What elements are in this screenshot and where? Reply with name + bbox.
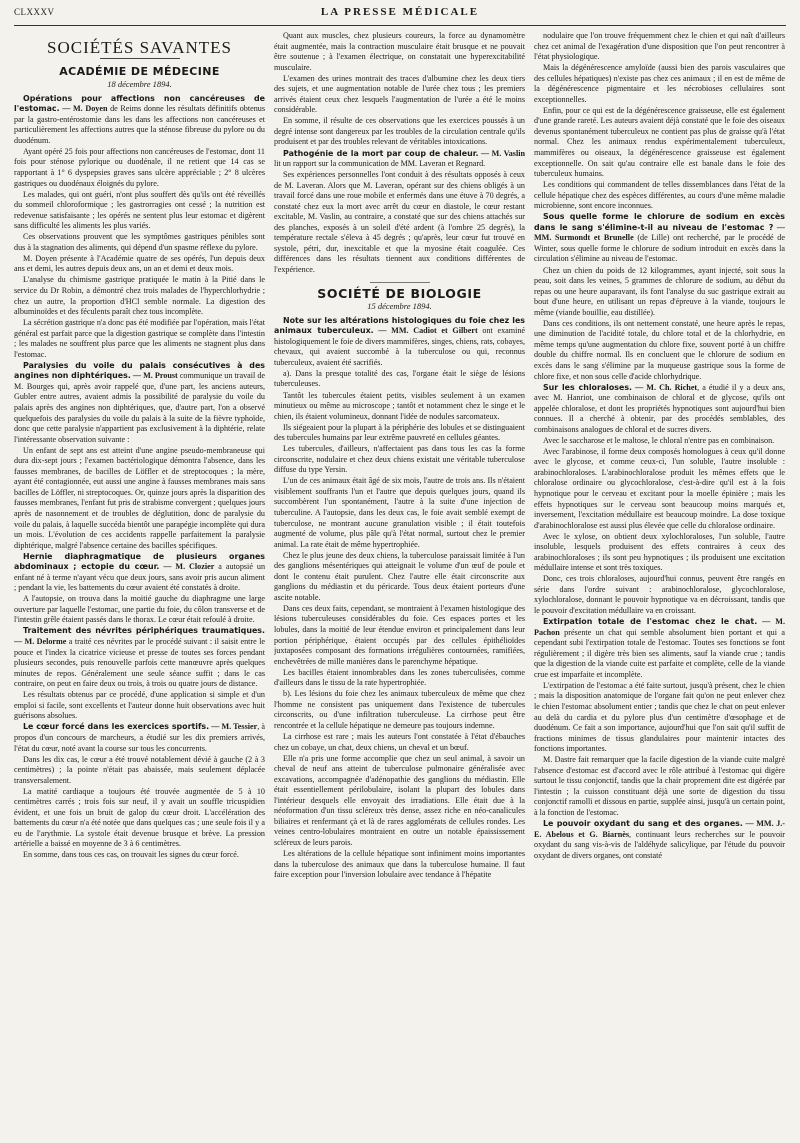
article-vaslin (274, 149, 525, 170)
article-heading: Le pouvoir oxydant du sang et des organes. (543, 818, 743, 828)
article-surmondt-brunelle (534, 212, 785, 265)
column-3 (534, 31, 785, 1141)
article-text: a traité ces névrites par le procédé suivant : il saisit entre le pouce et l'index la cicatrice vicieuse et presse de toutes ses forces pendant plusieurs secondes, puis renouvelle parfois cette manœuvre après quelques minutes de repos. Généralement une seule séance suffit ; dans le cas contraire, on peut en faire deux ou trois, à trois ou quatre jours de distance. (14, 637, 265, 689)
section-title: SOCIÉTÉS SAVANTES (47, 38, 232, 57)
paragraph: En somme, il résulte de ces observations que les exercices poussés à un degré intense sont dangereux par les troubles de la circulation centrale qu'ils produisent et par des troubles relevant de véritables intoxications. (274, 116, 525, 147)
article-delorme (14, 626, 265, 689)
column-1 (14, 31, 265, 1141)
paragraph: b). Les lésions du foie chez les animaux tuberculeux de même que chez l'homme ne consistent pas uniquement dans l'existence de tubercules circonscrits, ou d'une infiltration tuberculeuse. La cirrhose peut être rencontrée et la cellule hépatique ne demeure pas toujours indemne. (274, 689, 525, 730)
separator (370, 282, 430, 283)
article-doyen (14, 94, 265, 147)
paragraph: Avec le xylose, on obtient deux xylochloraloses, l'un soluble, l'autre insoluble, lesquels produisent des effets contraires à ceux des arabinochloraloses ; ils sont peu hypnotiques ; ils produisent une excitation médullaire intense et sont très toxiques. (534, 531, 785, 573)
article-heading: Le cœur forcé dans les exercices sportifs. (23, 722, 210, 732)
page-header (14, 6, 786, 26)
article-text: lit un rapport sur la communication de MM. Laveran et Regnard. (274, 159, 486, 169)
article-author: — M. Proust (130, 371, 178, 381)
paragraph: La cirrhose est rare ; mais les auteurs l'ont constatée à l'état d'ébauches chez un cobaye, un chat, deux chiens, un cheval et un bœuf. (274, 732, 525, 752)
paragraph: nodulaire que l'on trouve fréquemment chez le chien et qui naît d'ailleurs chez cet animal de l'exagération d'une disposition que l'on peut rencontrer à l'état physiologique. (534, 31, 785, 62)
paragraph: Tantôt les tubercules étaient petits, visibles seulement à un examen minutieux ou même au microscope ; tantôt et notamment chez le singe et le chien, ils étaient volumineux, donnant l'idée de nodules sarcomateux. (274, 390, 525, 421)
article-author: — MM. Surmondt et Brunelle (534, 222, 785, 243)
article-author: — MM. J.-E. Abelous et G. Biarnès (534, 818, 785, 839)
article-heading: Traitement des névrites périphériques traumatiques. (23, 626, 265, 636)
paragraph: Avec le saccharose et le maltose, le chloral n'entre pas en combinaison. (543, 435, 775, 445)
paragraph: L'examen des urines montrait des traces d'albumine chez les deux tiers des sujets, et une augmentation notable de l'urée chez tous ; les premiers arrivés étaient ceux chez lesquels l'augmentation de l'urée a été le moins considérable. (274, 73, 525, 115)
article-author: — M. Vaslin (478, 148, 525, 158)
article-heading: Pathogénie de la mort par coup de chaleur. (283, 148, 479, 158)
article-cadiot-gilbert (274, 316, 525, 369)
academie-title: ACADÉMIE DE MÉDECINE (59, 64, 220, 78)
paragraph: Donc, ces trois chloraloses, aujourd'hui connus, peuvent être rangés en série dans l'ordre suivant : arabinochloralose, glycochloralose, xylochloralose, donnant le pouvoir hypnotique va en décroissant, tandis que le pouvoir d'excitation médullaire va en croissant. (534, 574, 785, 616)
article-heading: Note sur les altérations histologiques du foie chez les animaux tuberculeux. (274, 315, 525, 336)
paragraph: L'un de ces animaux était âgé de six mois, l'autre de trois ans. Ils n'étaient visiblement souffrants l'un et l'autre que depuis quelques jours, quand ils succombèrent l'un spontanément, l'autre à la suite d'une injection de tuberculine. A l'autopsie, dans les deux cas, le foie avait semblé exempt de tuberculose, ne montrant aucune granulation visible ; il était toutefois augmenté de volume, plus pâle qu'à l'état normal, surtout chez le premier animal. La rate était de même hypertrophiée. (274, 476, 525, 549)
academie-date: 18 décembre 1894. (107, 79, 172, 90)
paragraph: Les conditions qui commandent de telles dissemblances dans l'état de la cellule hépatique chez des espèces différentes, au cours d'une même maladie microbienne, sont encore inconnues. (534, 180, 785, 211)
paragraph: Chez le plus jeune des deux chiens, la tuberculose paraissait limitée à l'un des ganglions mésentériques qui atteignait le volume d'un œuf de poule et dont le contenu était purulent. Chez l'autre elle était circonscrite aux ganglions du médiastin et du péricarde. Tous deux étaient porteurs d'une ascite notable. (274, 550, 525, 602)
article-proust (14, 361, 265, 445)
article-text: , a étudié il y a deux ans, avec M. Hanriot, une combinaison de chloral et de glycose, qu'ils ont appelée chloralose, et dont les propriétés hypnotiques sont aujourd'hui bien connues. Il a cherché à obtenir, par des procédés semblables, des combinaisons analogues de chloral et de sucres divers. (534, 382, 785, 434)
paragraph: Enfin, pour ce qui est de la dégénérescence graisseuse, elle est également d'une grande rareté. Les auteurs avaient déjà constaté que le foie des oiseaux devenus spontanément tuberculeux ne contient pas plus de graisse qu'à l'état normal. Chez les animaux rendus expérimentalement tuberculeux, mammifères ou oiseaux, la dégénérescence graisseuse est également exceptionnelle. On sait qu'au contraire elle est banale dans le foie des tuberculeux humains. (534, 105, 785, 179)
article-heading: Sur les chloraloses. (543, 382, 633, 392)
paragraph: Avec l'arabinose, il forme deux composés homologues à ceux qu'il donne avec le glycose, et comme ceux-ci, l'un soluble, l'autre insoluble : arabinochloraloses. L'arabinochloralose produit les mêmes effets que le chloralose ordinaire ou glycochloralose, c'est-à-dire qu'il est à la fois hypnotique pour le cerveau et excitant pour la moelle épinière ; mais les effets hypnotiques sur le cerveau sont beaucoup moins marqués et, inversement, l'excitation médullaire est beaucoup moindre. La dose toxique d'arabinochloralose est aussi plus élevée que celle du chloralose ordinaire. (534, 446, 785, 530)
article-heading: Paralysies du voile du palais consécutives à des angines non diphtériques. (14, 360, 265, 381)
paragraph: Les bacilles étaient innombrables dans les zones tuberculisées, comme d'ailleurs dans le tissu de la rate hypertrophiée. (274, 667, 525, 688)
paragraph: Quant aux muscles, chez plusieurs coureurs, la force au dynamomètre était augmentée, mais la contraction musculaire était brusque et ne pouvait être soutenue ; à l'examen électrique, on constatait une hyperexcitabilité musculaire. (274, 31, 525, 72)
paragraph: En somme, dans tous ces cas, on trouvait les signes du cœur forcé. (23, 850, 239, 860)
article-heading: Extirpation totale de l'estomac chez le chat. (543, 617, 758, 627)
paragraph: Ces observations prouvent que les symptômes gastriques pénibles sont dus à la stagnation des aliments, qui dépend d'un spasme réflexe du pylore. (14, 232, 265, 252)
article-richet (534, 383, 785, 436)
paragraph: Elle n'a pris une forme accomplie que chez un seul animal, à savoir un cheval de neuf ans atteint de tuberculose pulmonaire généralisée avec excavations, accompagnée d'adénopathie des ganglions du médiastin. Elle était essentiellement périlobulaire, isolant la plupart des lobules dans l'intérieur desquels elle envoyait des irradiations. Elle était due à la néoformation d'un tissu scléreux très dense, assez riche en néo-canalicules biliaires et renfermant çà et là de rares agglomérats de cellules rondes. Les veines centro-lobulaires montraient en outre un notable épaississement scléreux de leurs parois. (274, 753, 525, 847)
paragraph: Dans ces conditions, ils ont nettement constaté, une heure après le repas, une diminution de l'acidité totale, du chlore total et de la chlorhydrie, en même temps qu'une augmentation du chlore fixe, souvent porté à un chiffre double du chiffre normal. Ils en concluent que le chlorure de sodium en excès dans le sang s'élimine par la muqueuse gastrique sous la forme de chlore fixe, et non sous celle d'acide chlorhydrique. (534, 318, 785, 381)
paragraph: Les altérations de la cellule hépatique sont infiniment moins importantes dans la tuberculose des animaux que dans la tuberculose humaine. Il faut faire exception pour l'inversion lobulaire avec tendance à l'hépatite (274, 849, 525, 880)
article-author: — M. Pachon (534, 617, 785, 637)
paragraph: Ses expériences personnelles l'ont conduit à des résultats opposés à ceux de M. Laveran. Alors que M. Laveran, opérant sur des chiens obligés à un travail forcé dans une roue mobile et enfermés dans une étuve à 70 degrés, a constaté chez eux la mort avec arrêt du cœur en diastole, le cœur restant excitable, M. Vaslin, au contraire, a constaté que sur des chiens attachés sur des planches, exposés à un soleil d'été ardent (à l'ombre 25 degrés), la température rectale s'éleva à 45 degrés ; qu'après, leur cœur fut trouvé en systole, pétri, dur, inexcitable et que la myosine était coagulée. Ces différences dans les résultats tiennent aux conditions différentes de l'expérience. (274, 170, 525, 275)
paragraph: Mais la dégénérescence amyloïde (aussi bien des parois vasculaires que des cellules hépatiques) n'existe pas chez ces animaux ; il en est de même de la dégénérescence pigmentaire et les nécrobioses cellulaires sont exceptionnelles. (534, 63, 785, 104)
paragraph: Dans les dix cas, le cœur a été trouvé notablement dévié à gauche (2 à 3 centimètres) ; la pointe n'était pas abaissée, mais seulement déplacée transversalement. (14, 754, 265, 785)
paragraph: Ayant opéré 25 fois pour affections non cancéreuses de l'estomac, dont 11 fois pour sténose pylorique ou duodénale, il ne retient que 14 cas se rapportant à 1° 6 dyspepsies graves sans ulcère appréciable ; 2° 8 ulcères gastriques ou duodénaux éloignés du pylore. (14, 146, 265, 188)
biologie-date: 15 décembre 1894. (367, 301, 432, 312)
paragraph: Un enfant de sept ans est atteint d'une angine pseudo-membraneuse qui dura dix-sept jours ; l'examen bactériologique démontra l'absence, dans les fausses membranes, de bacilles de Löffler et de streptocoques ; la mère, ayant été contagionnée, eut aussi une angine à fausses membranes mais sans bacilles de Löffler, ni streptocoques. Or, quinze jours après la disparition des fausses membranes, l'enfant fut pris de strabisme convergent ; quelques jours après de nasonnement et de troubles de déglutition, donc de paralysie du voile du palais, à laquelle succéda bientôt une parapégie incomplète qui dura un mois. L'évolution de ces accidents rappelle parfaitement la paralysie diphtérique, malgré l'absence certaine des bacilles spécifiques. (14, 445, 265, 550)
column-2 (274, 31, 525, 1141)
article-text: a autopsié un enfant né à terme n'ayant vécu que deux jours, sans avoir pris aucun aliment ; pendant la vie, les battements du cœur avaient été constatés à droite. (14, 562, 265, 593)
article-abelous-biarnes (534, 819, 785, 861)
article-text: de Reims donne les résultats définitifs obtenus par la gastro-entérostomie dans les dans les affections non cancéreuses et particulièrement les affections autres que la sténose fibreuse du pylore ou du duodénum. (14, 104, 265, 145)
paragraph: L'analyse du chimisme gastrique pratiquée le matin à la Pitié dans le service du Dr Robin, a démontré chez trois malades de l'hyperchlorhydrie ; chez un autre, la proportion d'HCl semble normale. La digestion des albuminoïdes et des féculents paraît chez tous incomplète. (14, 275, 265, 317)
article-heading: Sous quelle forme le chlorure de sodium en excès dans le sang s'élimine-t-il au niveau de l'estomac ? (534, 212, 785, 232)
article-author: — M. Delorme (14, 637, 67, 647)
article-text: ont examiné histologiquement le foie de divers mammifères, singes, chiens, rats, cobayes, chevaux, qui avaient succombé à la tuberculose ou qui, reconnus tuberculeux, avaient été sacrifiés. (274, 326, 525, 367)
article-tessier (14, 722, 265, 754)
paragraph: A l'autopsie, on trouva dans la moitié gauche du diaphragme une large ouverture par laquelle l'estomac, une partie du foie, du côlon transverse et de l'intestin grêle étaient passés dans le thorax. Le cœur était refoulé à droite. (14, 594, 265, 625)
paragraph: Les tubercules, d'ailleurs, n'affectaient pas dans tous les cas la forme circonscrite, nodulaire et chez deux chiens existait une véritable tuberculose diffuse du type Yersin. (274, 444, 525, 475)
article-text: , à propos d'un concours de marcheurs, a étudié sur les dix premiers arrivés, l'état du cœur, noté avant la course sur tous les concurrents. (14, 722, 265, 753)
article-author: — M. Ch. Richet (632, 382, 698, 392)
journal-title: LA PRESSE MÉDICALE (320, 6, 480, 18)
paragraph: M. Dastre fait remarquer que la facile digestion de la viande cuite malgré l'absence d'estomac est d'accord avec le rôle attribué à l'estomac qui digère surtout le tissu conjonctif, tandis que la chair proprement dite est digérée par l'intestin ; la cuisson constituant déjà une sorte de digestion du tissu conjonctif ramolli et dissous en partie, supplée ainsi, jusqu'à un certain point, à la fonction de l'estomac. (534, 755, 785, 817)
article-heading: Opérations pour affections non cancéreuses de l'estomac. (14, 93, 265, 114)
article-author: — MM. Cadiot et Gilbert (373, 326, 478, 336)
article-pachon (534, 617, 785, 680)
article-text: présente un chat qui semble absolument bien portant et qui a cependant subi l'extirpation totale de l'estomac. Toutes ses fonctions se font régulièrement ; il digère très bien ses aliments, sauf la viande crue ; tandis que la digestion de la viande cuite est parfaite et complète, celle de la viande crue est imparfaite et incomplète. (534, 627, 785, 679)
article-author: — M. Clozier (159, 562, 215, 572)
page-number: CLXXXV (14, 7, 55, 17)
paragraph: Les malades, qui ont guéri, n'ont plus souffert dès qu'ils ont été réveillés du sommeil chloroformique ; les gastrorragies ont cessé ; la nutrition est redevenue satisfaisante ; les opérés ne sentent plus leur estomac et digèrent sans difficulté les aliments les plus variés. (14, 189, 265, 231)
article-heading: Hernie diaphragmatique de plusieurs organes abdominaux ; ectopie du cœur. (14, 551, 265, 572)
paragraph: Les résultats obtenus par ce procédé, d'une application si simple et d'un emploi si facile, sont excellents et l'auteur donne huit observations avec huit guérisons absolues. (14, 690, 265, 721)
article-author: — M. Doyen (59, 104, 108, 114)
paragraph: Dans ces deux faits, cependant, se montraient à l'examen histologique des lésions tuberculeuses considérables du foie. Ces espaces portes et les lobules, dans la moitié de leur étendue environ et principalement dans leur portion périphérique, étaient occupés par des cellules épithélioïdes juxtaposées composant des formations irrégulières contournées, ramifiées, enchevêtrées de mille manières dans le parenchyme hépatique. (274, 603, 525, 666)
paragraph: Ils siégeaient pour la plupart à la périphérie des lobules et se distinguaient des tubercules humains par leur extrême pauvreté en cellules géantes. (274, 422, 525, 443)
paragraph: La sécrétion gastrique n'a donc pas été modifiée par l'opération, mais l'état général est parfait parce que la digestion gastrique se complète dans l'intestin ; les malades ne souffrent plus parce que les aliments ne stagnent plus dans l'estomac. (14, 318, 265, 359)
article-author: — M. Tessier (209, 722, 258, 732)
paragraph: Chez un chien du poids de 12 kilogrammes, ayant injecté, soit sous la peau, soit dans les veines, 5 grammes de chlorure de sodium, au début du repas ou une heure auparavant, ils font l'analyse du suc gastrique extrait au bout d'une heure, en utilisant un repas d'épreuve à la viande, toujours le même (viande bouillie, eau distillée). (534, 265, 785, 317)
paragraph: M. Doyen présente à l'Académie quatre de ses opérés, l'un depuis deux ans et demi, les autres depuis deux ans, un an et demi et deux mois. (14, 253, 265, 274)
biologie-title: SOCIÉTÉ DE BIOLOGIE (317, 285, 482, 301)
paragraph: L'extirpation de l'estomac a été faite surtout, jusqu'à présent, chez le chien ; mais la disposition anatomique de l'organe fait qu'on ne peut enlever chez le chien l'estomac absolument entier ; tandis que chez le chat on peut enlever au delà du cardia et du pylore plus d'un centimètre d'œsophage et de duodénum. Ce fait a son importance, aujourd'hui que l'on sait qu'il suffit de fractions minimes de tissus glandulaires pour maintenir intactes des fonctions importantes. (534, 680, 785, 754)
text-columns (14, 31, 786, 1141)
section-rule (100, 58, 180, 59)
article-text: , continuant leurs recherches sur le pouvoir oxydant du sang vis-à-vis de l'aldéhyde salicylique, par l'étude du pouvoir oxydant de divers organes, ont constaté (534, 829, 785, 860)
paragraph: La matité cardiaque a toujours été trouvée augmentée de 5 à 10 centimètres carrés ; trois fois sur neuf, il y avait un souffle tricuspidien évident, et une fois un bruit de galop du cœur droit. L'accélération des battements du cœur n'a été notée que dans quelques cas ; une seule fois il y a eu de l'arythmie. La systole était devenue brusque et brève. La pression artérielle a baissé en moyenne de 3 à 6 centimètres. (14, 786, 265, 849)
paragraph: a). Dans la presque totalité des cas, l'organe était le siège de lésions tuberculeuses. (274, 368, 525, 389)
article-text: communique un travail de M. Bourges qui, après avoir rappelé que, d'une part, les anciens auteurs, Gubler entre autres, avaient admis la possibilité de paralysie du voile du palais après des angines non diphtériques, que, d'autre part, l'on a observé quelquefois des paralysies du voile du palais à la suite de la fièvre typhoïde, donc que cette paralysie n'appartient pas exclusivement à la diphtérie, relate l'intéressante observation suivante : (14, 371, 265, 444)
article-text: (de Lille) ont recherché, par le procédé de Winter, sous quelle forme le chlorure de sodium introduit en excès dans la circulation s'élimine au niveau de l'estomac. (534, 233, 785, 264)
article-clozier (14, 552, 265, 594)
